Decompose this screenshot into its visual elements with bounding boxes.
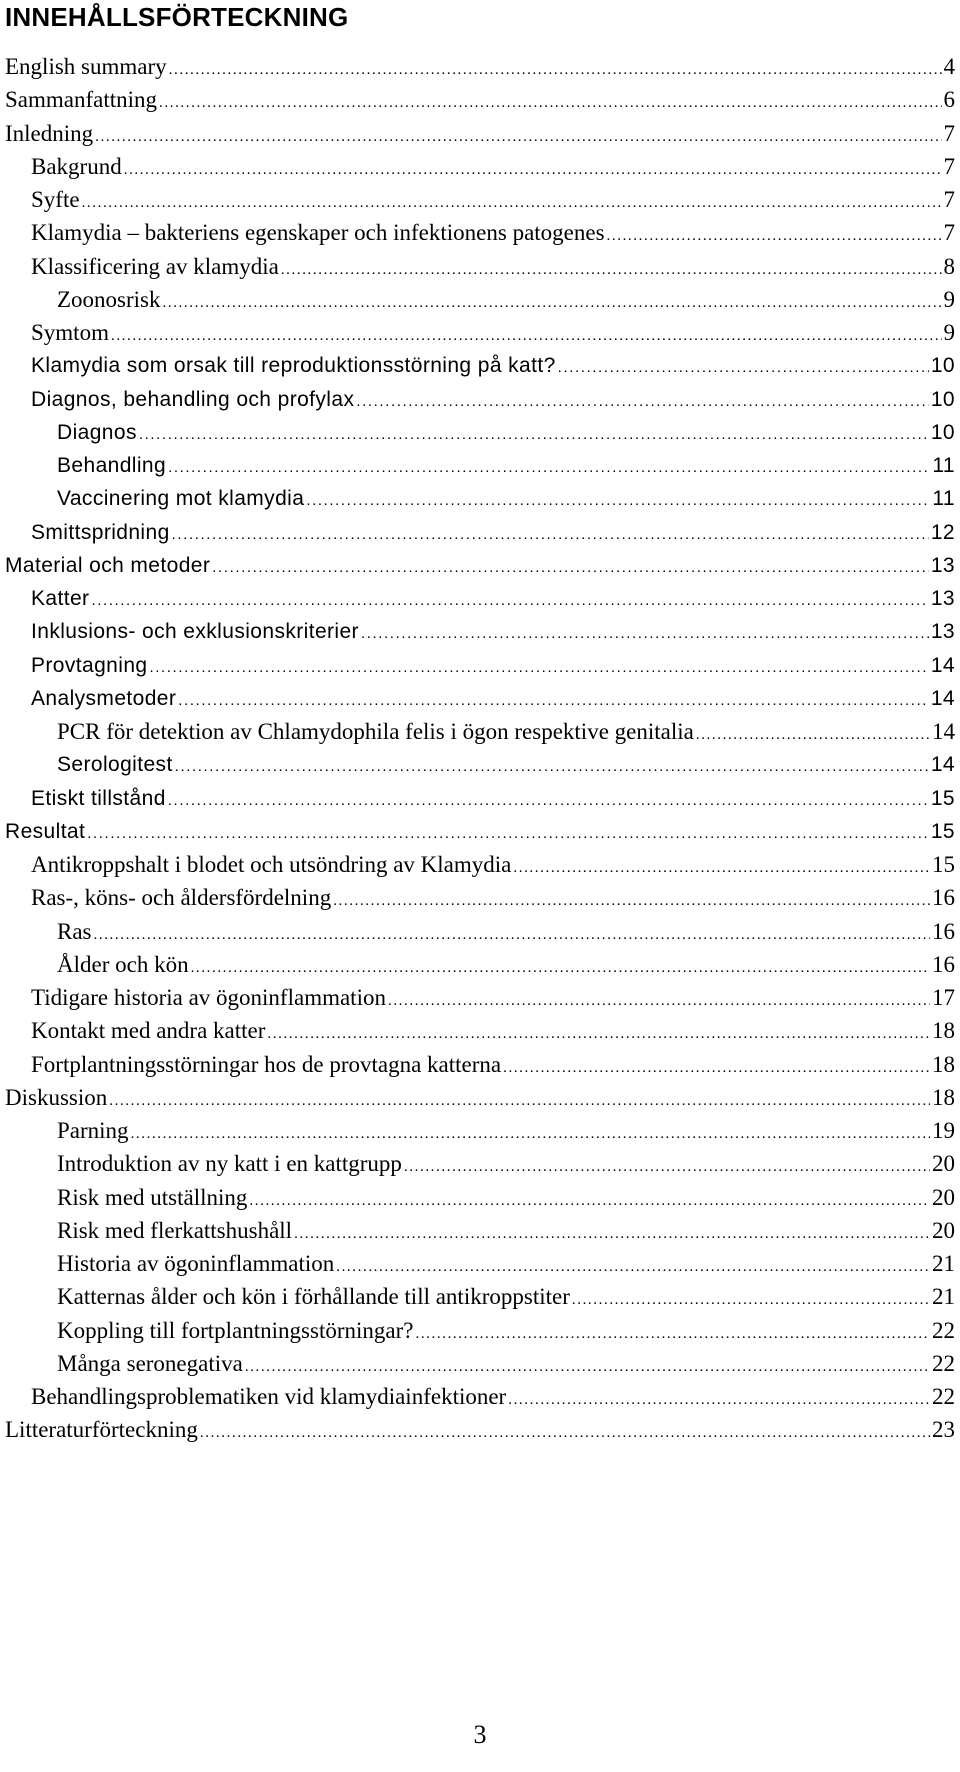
toc-dot-leader xyxy=(149,651,928,684)
toc-entry-page-number: 6 xyxy=(943,87,955,113)
toc-entry[interactable] xyxy=(0,682,960,715)
toc-dot-leader xyxy=(306,484,930,517)
toc-dot-leader xyxy=(404,1151,930,1184)
toc-entry-page-number: 18 xyxy=(932,1018,955,1044)
toc-dot-leader xyxy=(95,121,941,154)
toc-entry-page-number: 13 xyxy=(930,553,955,577)
toc-entry-label: Ras-, köns- och åldersfördelning xyxy=(31,885,332,911)
toc-dot-leader xyxy=(94,919,931,952)
toc-entry-label: English summary xyxy=(5,54,167,79)
toc-dot-leader xyxy=(124,154,942,187)
toc-entry[interactable] xyxy=(0,549,960,582)
toc-entry-page-number: 14 xyxy=(930,686,955,710)
toc-entry[interactable] xyxy=(0,981,960,1014)
toc-dot-leader xyxy=(513,852,930,885)
toc-dot-leader xyxy=(361,617,929,650)
toc-entry-page-number: 16 xyxy=(932,918,955,944)
toc-entry-page-number: 10 xyxy=(930,354,955,378)
toc-entry-page-number: 10 xyxy=(930,420,955,444)
toc-dot-leader xyxy=(294,1218,930,1251)
toc-entry-label: Många seronegativa xyxy=(57,1350,243,1376)
toc-dot-leader xyxy=(168,784,929,817)
toc-entry-label: Historia av ögoninflammation xyxy=(57,1251,335,1276)
toc-entry[interactable] xyxy=(0,1413,960,1446)
toc-entry-page-number: 11 xyxy=(932,487,955,511)
toc-entry-label: Inledning xyxy=(5,120,94,146)
toc-entry[interactable] xyxy=(0,516,960,549)
toc-dot-leader xyxy=(191,952,930,985)
toc-dot-leader xyxy=(168,451,930,484)
toc-entry[interactable] xyxy=(0,915,960,948)
toc-entry-label: Diagnos, behandling och profylax xyxy=(31,387,355,411)
toc-dot-leader xyxy=(336,1251,930,1284)
toc-entry-label: Vaccinering mot klamydia xyxy=(57,487,305,511)
toc-entry-label: Koppling till fortplantningsstörningar? xyxy=(57,1317,414,1343)
toc-entry-page-number: 4 xyxy=(943,54,955,79)
toc-dot-leader xyxy=(169,54,942,87)
toc-entry[interactable] xyxy=(0,283,960,316)
toc-entry-label: Ras xyxy=(57,918,92,944)
toc-entry-label: Klamydia som orsak till reproduktionsstörning på katt? xyxy=(31,354,556,378)
toc-entry-label: Behandlingsproblematiken vid klamydiainfektioner xyxy=(31,1384,507,1409)
toc-entry[interactable] xyxy=(0,748,960,781)
toc-dot-leader xyxy=(91,584,928,617)
toc-entry[interactable] xyxy=(0,615,960,648)
toc-dot-leader xyxy=(388,985,930,1018)
toc-entry-page-number: 19 xyxy=(932,1118,955,1143)
toc-entry-page-number: 15 xyxy=(930,819,955,843)
toc-entry-page-number: 13 xyxy=(930,587,955,610)
toc-entry-label: Introduktion av ny katt i en kattgrupp xyxy=(57,1151,402,1177)
toc-entry-page-number: 22 xyxy=(932,1384,955,1409)
toc-entry[interactable] xyxy=(0,1214,960,1247)
toc-dot-leader xyxy=(111,320,942,353)
toc-entry[interactable] xyxy=(0,1048,960,1081)
toc-entry-page-number: 21 xyxy=(932,1284,955,1310)
toc-entry[interactable] xyxy=(0,1380,960,1413)
toc-dot-leader xyxy=(172,518,929,551)
toc-dot-leader xyxy=(245,1351,930,1384)
toc-dot-leader xyxy=(212,551,929,584)
toc-entry-label: Syfte xyxy=(31,187,80,212)
toc-entry-label: Behandling xyxy=(57,454,167,477)
toc-dot-leader xyxy=(572,1284,930,1317)
toc-entry-page-number: 7 xyxy=(943,120,955,146)
toc-entry[interactable] xyxy=(0,715,960,748)
toc-entry[interactable] xyxy=(0,482,960,515)
toc-entry-label: Material och metoder xyxy=(5,553,211,577)
toc-dot-leader xyxy=(503,1052,930,1085)
toc-entry[interactable] xyxy=(0,1014,960,1047)
table-of-contents xyxy=(0,50,960,1447)
toc-entry-page-number: 11 xyxy=(932,454,955,477)
toc-entry[interactable] xyxy=(0,250,960,283)
toc-entry[interactable] xyxy=(0,1114,960,1147)
toc-entry-page-number: 7 xyxy=(943,187,955,212)
toc-entry-page-number: 14 xyxy=(930,653,955,677)
toc-entry[interactable] xyxy=(0,349,960,382)
toc-dot-leader xyxy=(356,385,928,418)
toc-entry-label: Antikroppshalt i blodet och utsöndring av Klamydia xyxy=(31,852,512,877)
toc-entry[interactable] xyxy=(0,83,960,116)
toc-entry-label: Resultat xyxy=(5,819,86,843)
toc-entry-label: Symtom xyxy=(31,320,109,345)
toc-entry-page-number: 16 xyxy=(932,885,955,911)
toc-entry-page-number: 9 xyxy=(943,320,955,345)
toc-entry-page-number: 12 xyxy=(930,520,955,544)
toc-entry-page-number: 20 xyxy=(932,1151,955,1177)
toc-dot-leader xyxy=(82,187,942,220)
toc-entry-page-number: 18 xyxy=(932,1051,955,1077)
toc-entry-page-number: 14 xyxy=(930,753,955,777)
toc-entry-label: Parning xyxy=(57,1118,129,1143)
toc-entry-label: Klamydia – bakteriens egenskaper och infektionens patogenes xyxy=(31,220,605,246)
toc-entry-label: Risk med flerkattshushåll xyxy=(57,1217,293,1243)
toc-entry-label: Diagnos xyxy=(57,420,137,444)
toc-entry-label: Ålder och kön xyxy=(57,951,189,977)
toc-entry-label: Smittspridning xyxy=(31,520,170,544)
toc-entry-label: Klassificering av klamydia xyxy=(31,253,279,279)
toc-entry[interactable] xyxy=(0,582,960,615)
toc-entry[interactable] xyxy=(0,1081,960,1114)
toc-entry-page-number: 16 xyxy=(932,951,955,977)
toc-entry-label: Etiskt tillstånd xyxy=(31,786,166,810)
toc-entry[interactable] xyxy=(0,183,960,216)
toc-entry[interactable] xyxy=(0,1181,960,1214)
toc-entry-label: Serologitest xyxy=(57,753,173,777)
toc-entry[interactable] xyxy=(0,316,960,349)
toc-entry[interactable] xyxy=(0,848,960,881)
toc-dot-leader xyxy=(607,220,942,253)
toc-entry-label: Tidigare historia av ögoninflammation xyxy=(31,985,386,1010)
toc-dot-leader xyxy=(267,1018,930,1051)
toc-entry-label: Litteraturförteckning xyxy=(5,1417,198,1443)
toc-entry[interactable] xyxy=(0,449,960,482)
toc-entry[interactable] xyxy=(0,948,960,981)
toc-entry[interactable] xyxy=(0,815,960,848)
toc-entry[interactable] xyxy=(0,649,960,682)
toc-entry-page-number: 13 xyxy=(930,620,955,644)
toc-entry[interactable] xyxy=(0,1314,960,1347)
toc-dot-leader xyxy=(131,1118,930,1151)
toc-entry-page-number: 15 xyxy=(930,786,955,810)
toc-entry[interactable] xyxy=(0,782,960,815)
toc-entry-page-number: 14 xyxy=(932,719,955,744)
toc-entry-label: Katternas ålder och kön i förhållande till antikroppstiter xyxy=(57,1284,570,1310)
toc-entry-page-number: 9 xyxy=(943,286,955,312)
toc-entry[interactable] xyxy=(0,1147,960,1180)
toc-entry-page-number: 7 xyxy=(943,153,955,179)
toc-entry-page-number: 10 xyxy=(930,387,955,411)
toc-entry-label: Zoonosrisk xyxy=(57,286,161,312)
toc-entry-label: Katter xyxy=(31,587,90,610)
toc-entry-page-number: 8 xyxy=(943,253,955,279)
toc-entry[interactable] xyxy=(0,1347,960,1380)
toc-entry-label: Kontakt med andra katter xyxy=(31,1018,266,1044)
toc-entry-label: Diskussion xyxy=(5,1084,108,1110)
toc-dot-leader xyxy=(178,684,929,717)
toc-entry-page-number: 22 xyxy=(932,1350,955,1376)
toc-dot-leader xyxy=(249,1185,930,1218)
toc-dot-leader xyxy=(508,1384,930,1417)
toc-dot-leader xyxy=(281,254,942,287)
page-title: INNEHÅLLSFÖRTECKNING xyxy=(5,2,349,32)
page-number: 3 xyxy=(473,1720,487,1749)
toc-entry-page-number: 17 xyxy=(932,985,955,1010)
toc-dot-leader xyxy=(696,719,930,752)
toc-entry-page-number: 20 xyxy=(932,1217,955,1243)
toc-entry-page-number: 20 xyxy=(932,1184,955,1210)
toc-dot-leader xyxy=(159,87,941,120)
toc-entry-label: Bakgrund xyxy=(31,153,122,179)
toc-dot-leader xyxy=(109,1085,930,1118)
toc-dot-leader xyxy=(415,1318,930,1351)
toc-entry[interactable] xyxy=(0,150,960,183)
toc-entry[interactable] xyxy=(0,1247,960,1280)
toc-entry[interactable] xyxy=(0,50,960,83)
toc-entry-label: Fortplantningsstörningar hos de provtagna katterna xyxy=(31,1051,502,1077)
toc-entry-label: Sammanfattning xyxy=(5,87,158,113)
toc-entry[interactable] xyxy=(0,881,960,914)
toc-entry-label: Risk med utställning xyxy=(57,1184,248,1210)
toc-dot-leader xyxy=(139,418,929,451)
toc-entry-page-number: 15 xyxy=(932,852,955,877)
toc-dot-leader xyxy=(87,817,929,850)
toc-entry[interactable] xyxy=(0,1280,960,1313)
toc-dot-leader xyxy=(175,750,929,783)
toc-entry[interactable] xyxy=(0,117,960,150)
toc-entry-page-number: 18 xyxy=(932,1084,955,1110)
toc-dot-leader xyxy=(163,287,942,320)
toc-entry-label: Inklusions- och exklusionskriterier xyxy=(31,620,359,644)
toc-entry[interactable] xyxy=(0,416,960,449)
toc-entry-label: PCR för detektion av Chlamydophila felis i ögon respektive genitalia xyxy=(57,719,694,744)
toc-dot-leader xyxy=(558,351,929,384)
toc-entry-page-number: 23 xyxy=(932,1417,955,1443)
toc-dot-leader xyxy=(200,1417,930,1450)
toc-entry-page-number: 22 xyxy=(932,1317,955,1343)
toc-entry[interactable] xyxy=(0,383,960,416)
toc-dot-leader xyxy=(333,885,930,918)
toc-entry-label: Analysmetoder xyxy=(31,686,177,710)
toc-entry-label: Provtagning xyxy=(31,653,148,677)
toc-entry-page-number: 7 xyxy=(943,220,955,246)
toc-entry[interactable] xyxy=(0,216,960,249)
toc-entry-page-number: 21 xyxy=(932,1251,955,1276)
